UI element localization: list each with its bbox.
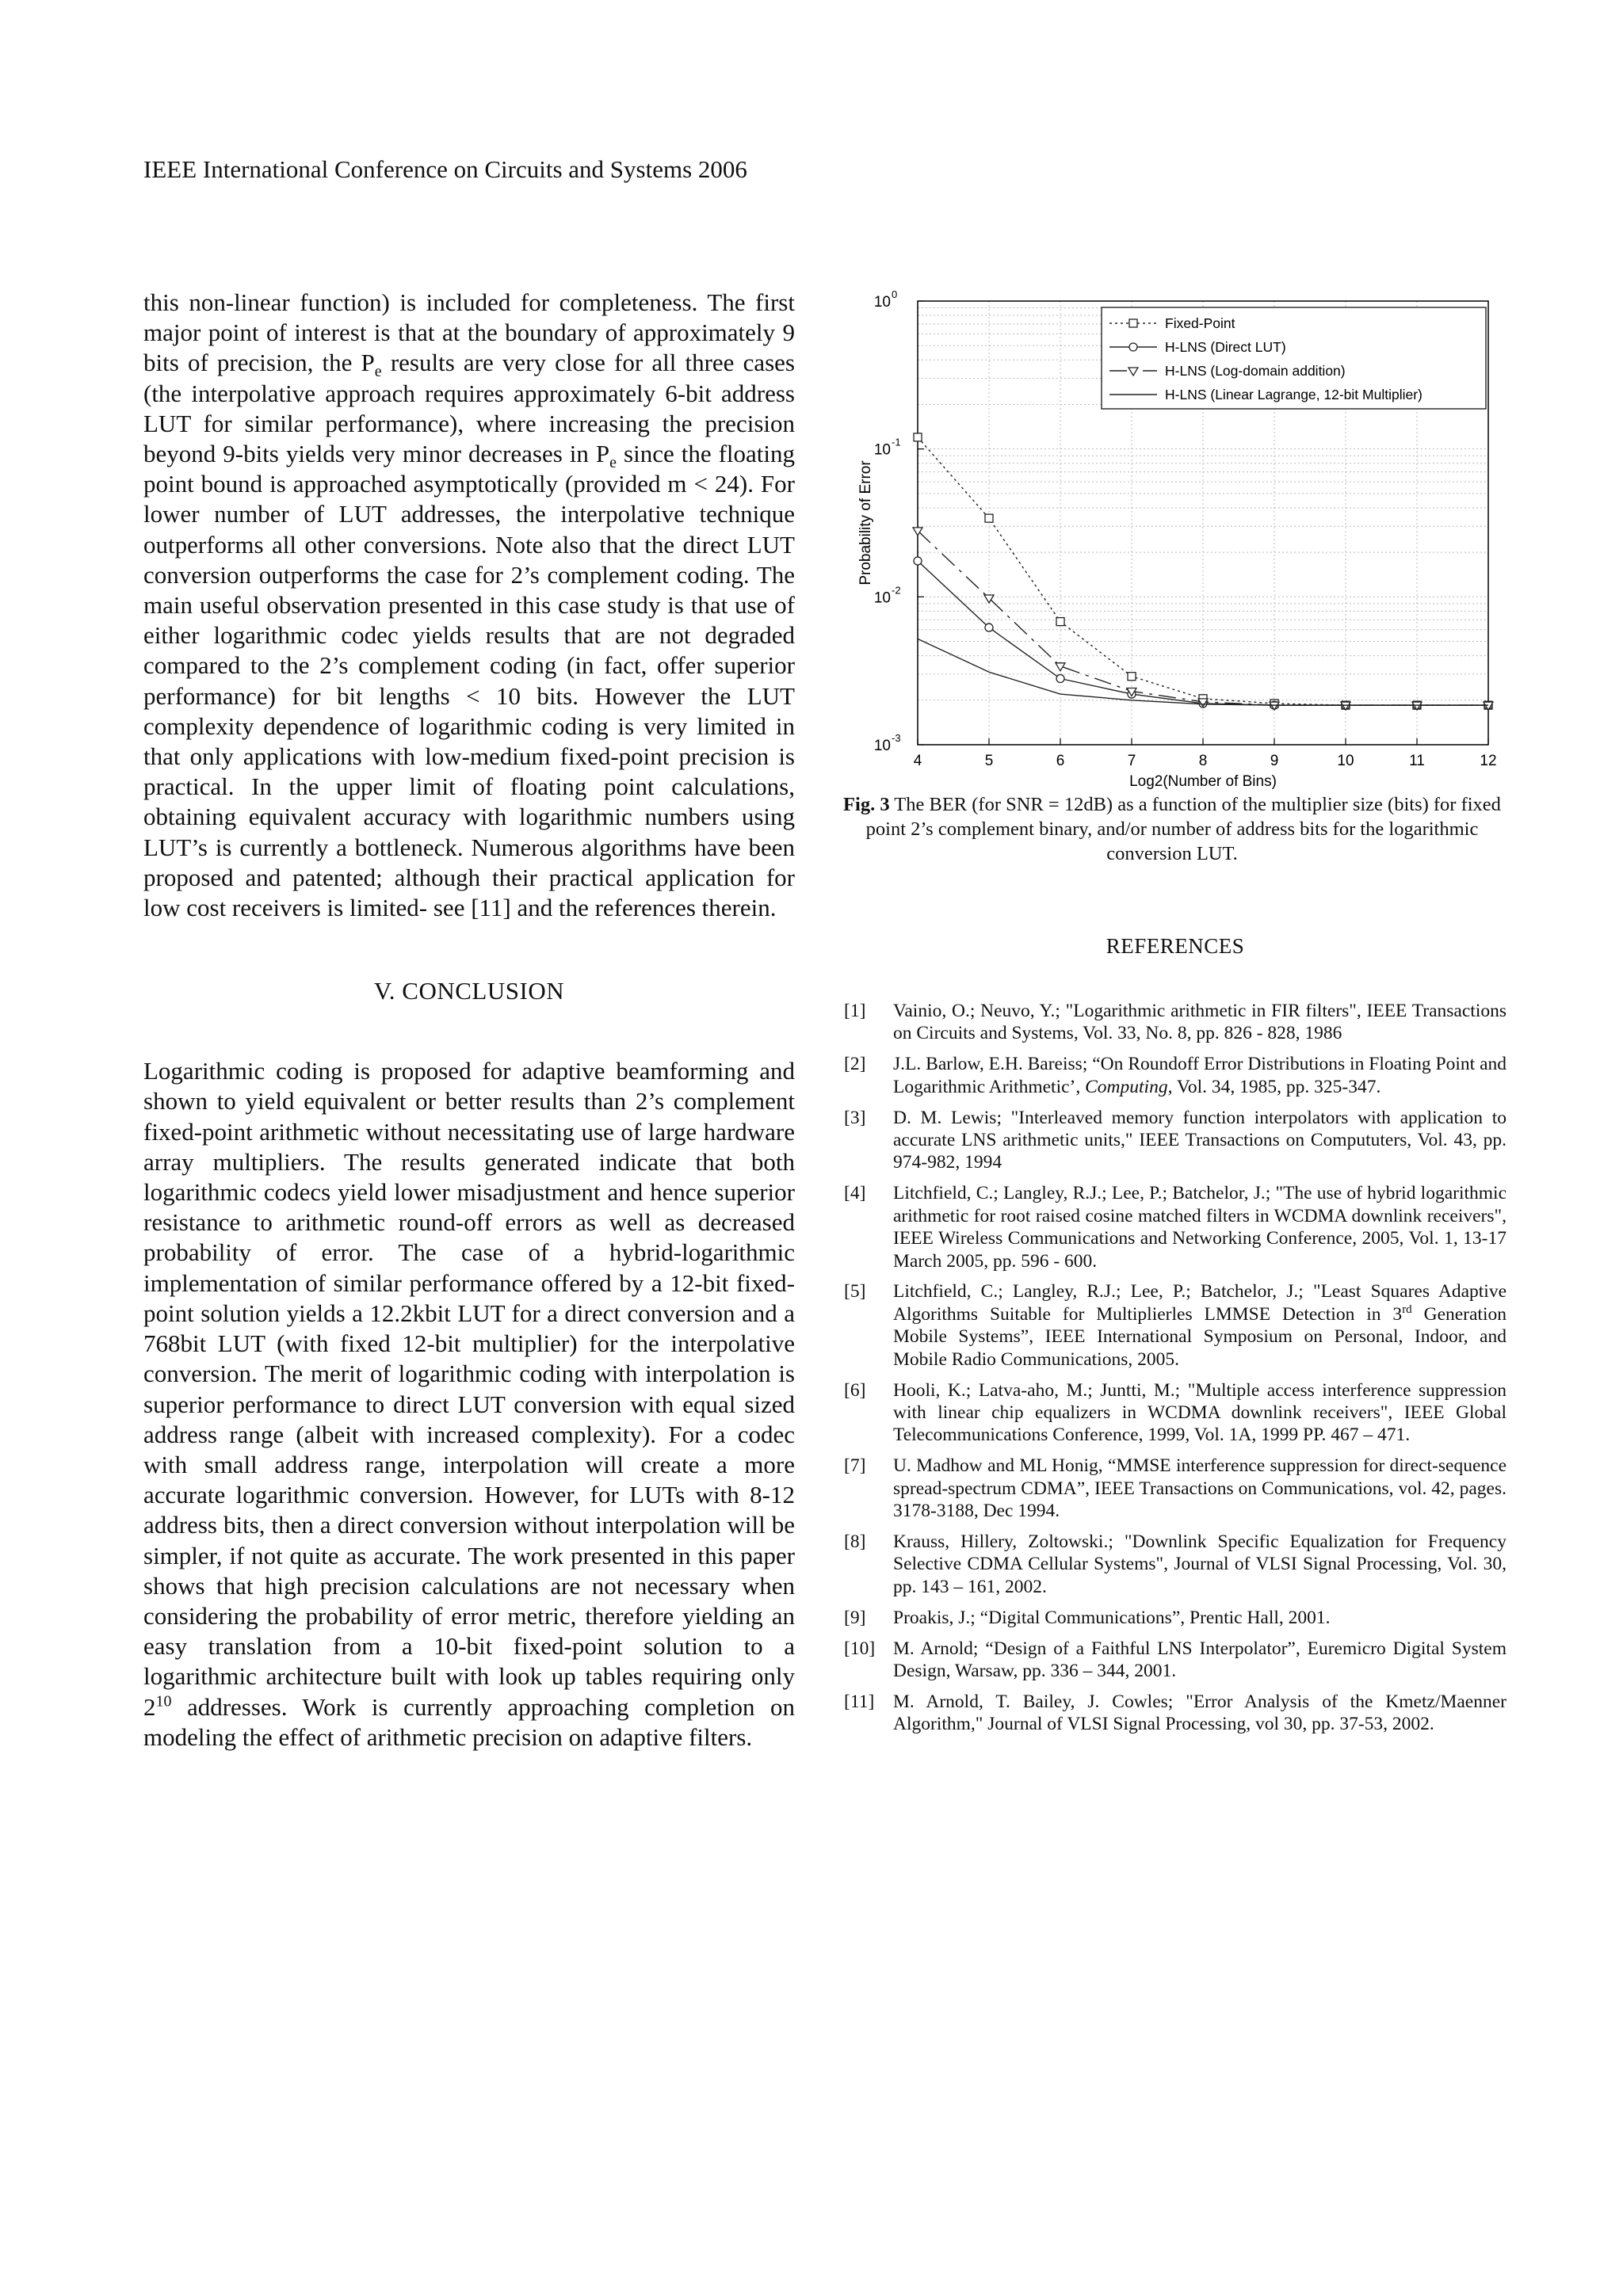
left-column — [143, 288, 795, 1753]
series-1-point — [985, 624, 993, 631]
y-tick-label-base: 10 — [873, 738, 891, 754]
reference-text: Krauss, Hillery, Zoltowski.; "Downlink Specific Equalization for Frequency Selective CDMA Cellular Systems", Journal of VLSI Signal Processing, Vol. 30, pp. 143 – 161, 2002. — [893, 1531, 1507, 1597]
reference-text-a: J.L. Barlow, E.H. Bareiss; “On Roundoff Error Distributions in Floating Point and Logarithmic Arithmetic’, — [893, 1054, 1507, 1097]
legend-entry: H-LNS (Linear Lagrange, 12-bit Multiplier) — [1165, 387, 1423, 402]
para2-superscript: 10 — [155, 1692, 172, 1711]
figure-caption — [841, 792, 1503, 866]
reference-item — [844, 1455, 1507, 1522]
y-tick-label-exponent: 0 — [892, 288, 898, 300]
body-paragraph-results — [143, 288, 795, 923]
legend-entry: Fixed-Point — [1165, 315, 1235, 331]
series-1-point — [1056, 675, 1064, 683]
right-column — [844, 285, 1507, 1744]
series-0-point — [985, 514, 993, 522]
x-tick-label: 5 — [984, 753, 994, 769]
x-tick-label: 9 — [1270, 753, 1279, 769]
reference-text: M. Arnold, T. Bailey, J. Cowles; "Error Analysis of the Kmetz/Maenner Algorithm," Journal of VLSI Signal Processing, vol 30, pp. 37-53, 2002. — [893, 1691, 1507, 1735]
para2-text-b: addresses. Work is currently approaching completion on modeling the effect of arithmetic precision on adaptive filters. — [143, 1692, 795, 1751]
reference-item — [844, 1607, 1507, 1629]
y-axis-label: Probability of Error — [857, 460, 874, 585]
x-tick-label: 6 — [1056, 753, 1065, 769]
references-heading: REFERENCES — [1106, 934, 1245, 958]
section-heading-conclusion: V. CONCLUSION — [373, 977, 565, 1005]
reference-text: D. M. Lewis; "Interleaved memory function interpolators with application to accurate LNS arithmetic units," IEEE Transactions on Compututers, Vol. 43, pp. 974-982, 1994 — [893, 1107, 1507, 1173]
reference-text: Hooli, K.; Latva-aho, M.; Juntti, M.; "Multiple access interference suppression with linear chip equalizers in WCDMA downlink receivers", IEEE Global Telecommunications Conference, 1999, Vol. 1A, 1999 PP. 467 – 471. — [893, 1379, 1507, 1446]
reference-item — [844, 1053, 1507, 1098]
running-header: IEEE International Conference on Circuits and Systems 2006 — [143, 155, 747, 183]
reference-number: [9] — [844, 1607, 866, 1628]
reference-item — [844, 1182, 1507, 1272]
x-tick-label: 11 — [1409, 753, 1425, 769]
reference-number: [2] — [844, 1054, 866, 1075]
para1-text: this non-linear function) is included for completeness. The first major point of interest is that at the boundary of approximately 9 bits of precision, the P — [143, 288, 795, 377]
series-1-point — [914, 557, 922, 565]
para1-subscript: e — [374, 363, 382, 381]
reference-text-b: , Vol. 34, 1985, pp. 325-347. — [1167, 1076, 1381, 1097]
figure-3 — [844, 285, 1507, 792]
legend-entry: H-LNS (Log-domain addition) — [1165, 363, 1346, 379]
reference-item — [844, 1379, 1507, 1447]
reference-superscript: rd — [1402, 1303, 1412, 1317]
reference-text: Proakis, J.; “Digital Communications”, Prentic Hall, 2001. — [893, 1607, 1331, 1628]
para1-text-c: since the floating point bound is approached asymptotically (provided m < 24). For lower number of LUT addresses, the interpolative technique outperforms all other conversions. Note also that the direct LUT conversion outperforms the case for 2’s complement coding. The main useful observation presented in this case study is that use of either logarithmic codec yields results that are not degraded compared to the 2’s complement coding (in fact, offer superior performance) for bit lengths < 10 bits. However the LUT complexity dependence of logarithmic coding is very limited in that only applications with low-medium fixed-point precision is practical. In the upper limit of floating point calculations, obtaining equivalent accuracy with logarithmic numbers using LUT’s is currently a bottleneck. Numerous algorithms have been proposed and patented; although their practical application for low cost receivers is limited- see [11] and the references therein. — [143, 440, 795, 922]
reference-item — [844, 1280, 1507, 1371]
reference-text: Vainio, O.; Neuvo, Y.; "Logarithmic arithmetic in FIR filters", IEEE Transactions on Circuits and Systems, Vol. 33, No. 8, pp. 826 - 828, 1986 — [893, 1001, 1507, 1044]
y-tick-label-base: 10 — [873, 294, 891, 311]
caption-text: The BER (for SNR = 12dB) as a function of the multiplier size (bits) for fixed point 2’s complement binary, and/or number of address bits for the logarithmic conversion LUT. — [865, 794, 1501, 864]
y-tick-label-exponent: -3 — [892, 732, 901, 744]
reference-number: [11] — [844, 1691, 875, 1712]
reference-item — [844, 1691, 1507, 1736]
x-axis-label: Log2(Number of Bins) — [1129, 773, 1277, 790]
reference-text: U. Madhow and ML Honig, “MMSE interference suppression for direct-sequence spread-spectrum CDMA”, IEEE Transactions on Communications, vol. 42, pages. 3178-3188, Dec 1994. — [893, 1455, 1507, 1522]
para1-subscript-2: e — [609, 454, 617, 472]
reference-text — [893, 1280, 1507, 1371]
reference-text: Litchfield, C.; Langley, R.J.; Lee, P.; Batchelor, J.; "The use of hybrid logarithmic arithmetic for root raised cosine matched filters in WCDMA downlink receivers", IEEE Wireless Communications and Networking Conference, 2005, Vol. 1, 13-17 March 2005, pp. 596 - 600. — [893, 1183, 1507, 1272]
x-tick-label: 10 — [1337, 753, 1354, 769]
reference-text-a: Litchfield, C.; Langley, R.J.; Lee, P.; Batchelor, J.; "Least Squares Adaptive Algorithms Suitable for Multiplierles LMMSE Detection in 3 — [893, 1281, 1507, 1325]
y-tick-label-base: 10 — [873, 589, 891, 607]
reference-number: [8] — [844, 1531, 866, 1553]
reference-item — [844, 1000, 1507, 1045]
reference-item — [844, 1107, 1507, 1174]
para2-text: Logarithmic coding is proposed for adaptive beamforming and shown to yield equivalent or better results than 2’s complement fixed-point arithmetic without necessitating use of large hardware array multipliers. The results generated indicate that both logarithmic codecs yield lower misadjustment and hence superior resistance to arithmetic round-off errors as well as decreased probability of error. The case of a hybrid-logarithmic implementation of similar performance offered by a 12-bit fixed-point solution yields a 12.2kbit LUT for a direct conversion and a 768bit LUT (with fixed 12-bit multiplier) for the interpolative conversion. The merit of logarithmic coding with interpolation is superior performance to direct LUT conversion with equal sized address range (albeit with increased complexity). For a codec with small address range, interpolation will create a more accurate logarithmic conversion. However, for LUTs with 8-12 address bits, then a direct conversion without interpolation will be simpler, if not quite as accurate. The work presented in this paper shows that high precision calculations are not necessary when considering the probability of error metric, therefore yielding an easy translation from a 10-bit fixed-point solution to a logarithmic architecture built with look up tables requiring only 2 — [143, 1057, 795, 1721]
reference-number: [6] — [844, 1379, 866, 1401]
reference-item — [844, 1638, 1507, 1683]
x-tick-label: 4 — [913, 753, 922, 769]
reference-text — [893, 1053, 1507, 1098]
y-tick-label-exponent: -1 — [892, 436, 901, 448]
reference-list — [844, 1000, 1507, 1736]
series-0-point — [1056, 618, 1064, 626]
legend-entry: H-LNS (Direct LUT) — [1165, 339, 1286, 355]
reference-number: [7] — [844, 1455, 866, 1477]
legend-marker — [1129, 343, 1137, 351]
x-tick-label: 8 — [1198, 753, 1208, 769]
series-0-point — [1128, 673, 1136, 681]
reference-number: [5] — [844, 1281, 866, 1302]
para1-text-b: results are very close for all three cases (the interpolative approach requires approximately 6-bit address LUT for similar performance), where increasing the precision beyond 9-bits yields very minor decreases in P — [143, 349, 795, 468]
caption-label: Fig. 3 — [843, 794, 890, 815]
series-0-point — [914, 433, 922, 441]
reference-number: [4] — [844, 1183, 866, 1204]
x-tick-label: 7 — [1127, 753, 1136, 769]
legend-marker — [1129, 319, 1137, 327]
reference-number: [3] — [844, 1107, 866, 1128]
reference-journal-italic: Computing — [1085, 1076, 1168, 1097]
y-tick-label-exponent: -2 — [892, 584, 901, 597]
x-tick-label: 12 — [1480, 753, 1497, 769]
reference-number: [10] — [844, 1638, 876, 1659]
body-paragraph-conclusion — [143, 1056, 795, 1753]
reference-text-b: Generation Mobile Systems”, IEEE International Symposium on Personal, Indoor, and Mobile Radio Communications, 2005. — [893, 1303, 1507, 1370]
y-tick-label-base: 10 — [873, 441, 891, 459]
reference-number: [1] — [844, 1001, 866, 1021]
ber-chart — [844, 285, 1507, 792]
reference-text: M. Arnold; “Design of a Faithful LNS Interpolator”, Euremicro Digital System Design, Warsaw, pp. 336 – 344, 2001. — [893, 1638, 1507, 1682]
reference-item — [844, 1531, 1507, 1598]
